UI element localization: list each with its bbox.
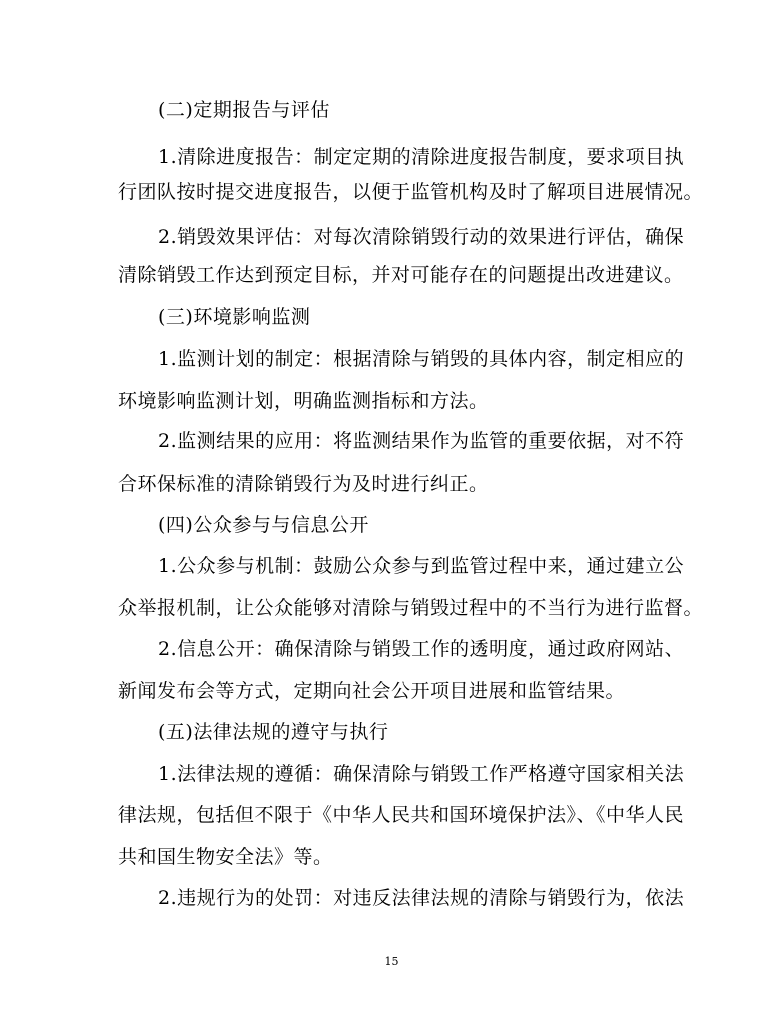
paragraph-line: 1.监测计划的制定：根据清除与销毁的具体内容，制定相应的 — [158, 348, 685, 370]
section-heading: (四)公众参与与信息公开 — [158, 514, 369, 536]
section-heading: (二)定期报告与评估 — [158, 99, 330, 121]
paragraph-line: 合环保标准的清除销毁行为及时进行纠正。 — [118, 473, 489, 495]
paragraph-line: 2.销毁效果评估：对每次清除销毁行动的效果进行评估，确保 — [158, 226, 685, 248]
paragraph-line: 2.监测结果的应用：将监测结果作为监管的重要依据，对不符 — [158, 430, 685, 452]
paragraph-line: 1.清除进度报告：制定定期的清除进度报告制度，要求项目执 — [158, 146, 685, 168]
paragraph-line: 1.公众参与机制：鼓励公众参与到监管过程中来，通过建立公 — [158, 555, 685, 577]
paragraph-line: 行团队按时提交进度报告，以便于监管机构及时了解项目进展情况。 — [118, 181, 704, 203]
paragraph-line: 2.违规行为的处罚：对违反法律法规的清除与销毁行为，依法 — [158, 887, 685, 909]
section-heading: (三)环境影响监测 — [158, 306, 311, 328]
section-heading: (五)法律法规的遵守与执行 — [158, 721, 389, 743]
paragraph-line: 新闻发布会等方式，定期向社会公开项目进展和监管结果。 — [118, 680, 626, 702]
paragraph-line: 共和国生物安全法》等。 — [118, 846, 333, 868]
paragraph-line: 律法规，包括但不限于《中华人民共和国环境保护法》、《中华人民 — [118, 804, 685, 826]
paragraph-line: 众举报机制，让公众能够对清除与销毁过程中的不当行为进行监督。 — [118, 597, 704, 619]
paragraph-line: 环境影响监测计划，明确监测指标和方法。 — [118, 390, 489, 412]
paragraph-line: 1.法律法规的遵循：确保清除与销毁工作严格遵守国家相关法 — [158, 763, 685, 785]
paragraph-line: 2.信息公开：确保清除与销毁工作的透明度，通过政府网站、 — [158, 638, 685, 660]
paragraph-line: 清除销毁工作达到预定目标，并对可能存在的问题提出改进建议。 — [118, 264, 684, 286]
page-number: 15 — [384, 955, 399, 968]
